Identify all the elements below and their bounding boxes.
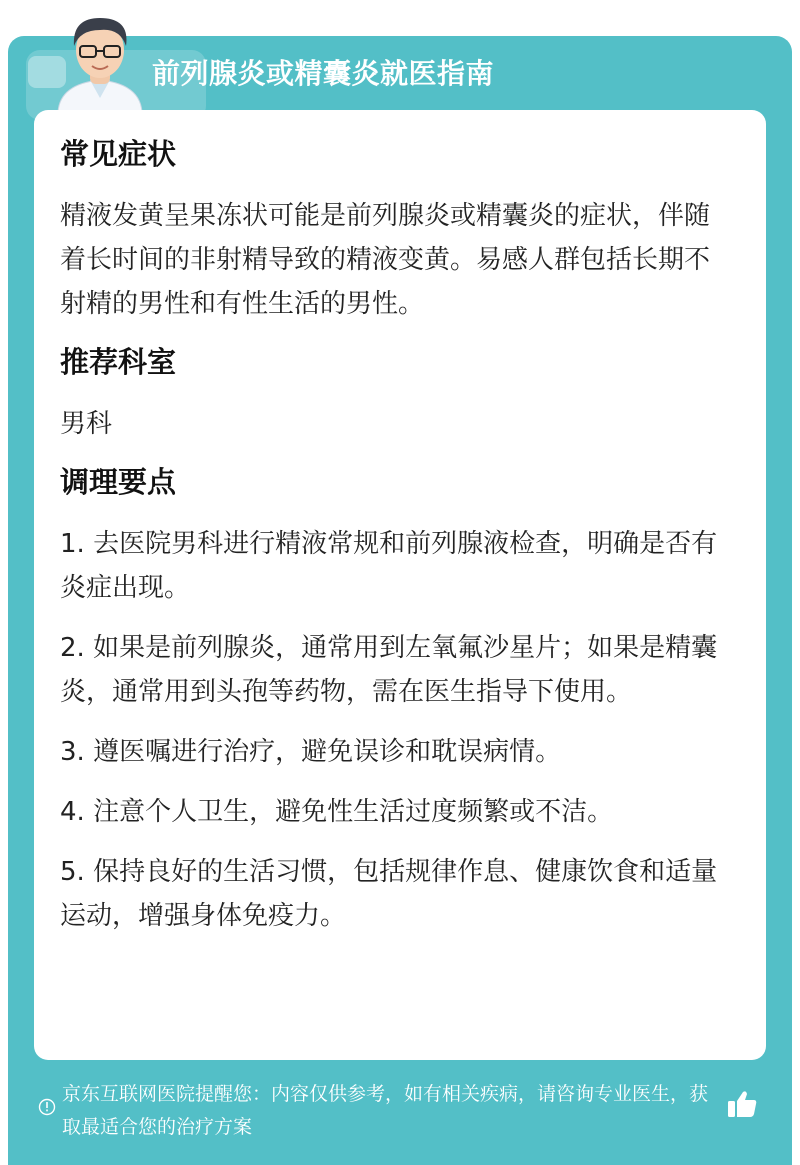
care-item: 5. 保持良好的生活习惯，包括规律作息、健康饮食和适量运动，增强身体免疫力。 (60, 857, 718, 931)
content-body (60, 134, 728, 954)
thumbs-up-icon[interactable] (724, 1086, 760, 1122)
disclaimer-text: 京东互联网医院提醒您：内容仅供参考，如有相关疾病，请咨询专业医生，获取最适合您的治疗方案 (62, 1083, 709, 1138)
care-item: 2. 如果是前列腺炎，通常用到左氧氟沙星片；如果是精囊炎，通常用到头孢等药物，需在医生指导下使用。 (60, 633, 718, 707)
care-item: 1. 去医院男科进行精液常规和前列腺液检查，明确是否有炎症出现。 (60, 529, 718, 603)
care-item: 4. 注意个人卫生，避免性生活过度频繁或不洁。 (60, 797, 614, 827)
symptoms-text: 精液发黄呈果冻状可能是前列腺炎或精囊炎的症状，伴随着长时间的非射精导致的精液变黄。易感人群包括长期不射精的男性和有性生活的男性。 (60, 201, 711, 319)
department-text: 男科 (60, 409, 113, 439)
care-item: 3. 遵医嘱进行治疗，避免误诊和耽误病情。 (60, 737, 562, 767)
section-heading-symptoms: 常见症状 (60, 137, 177, 171)
doctor-avatar (40, 6, 160, 112)
page-title: 前列腺炎或精囊炎就医指南 (152, 57, 495, 90)
section-heading-care: 调理要点 (60, 465, 177, 499)
info-icon (38, 1098, 56, 1116)
section-heading-department: 推荐科室 (60, 345, 177, 379)
content-card (34, 110, 766, 1060)
